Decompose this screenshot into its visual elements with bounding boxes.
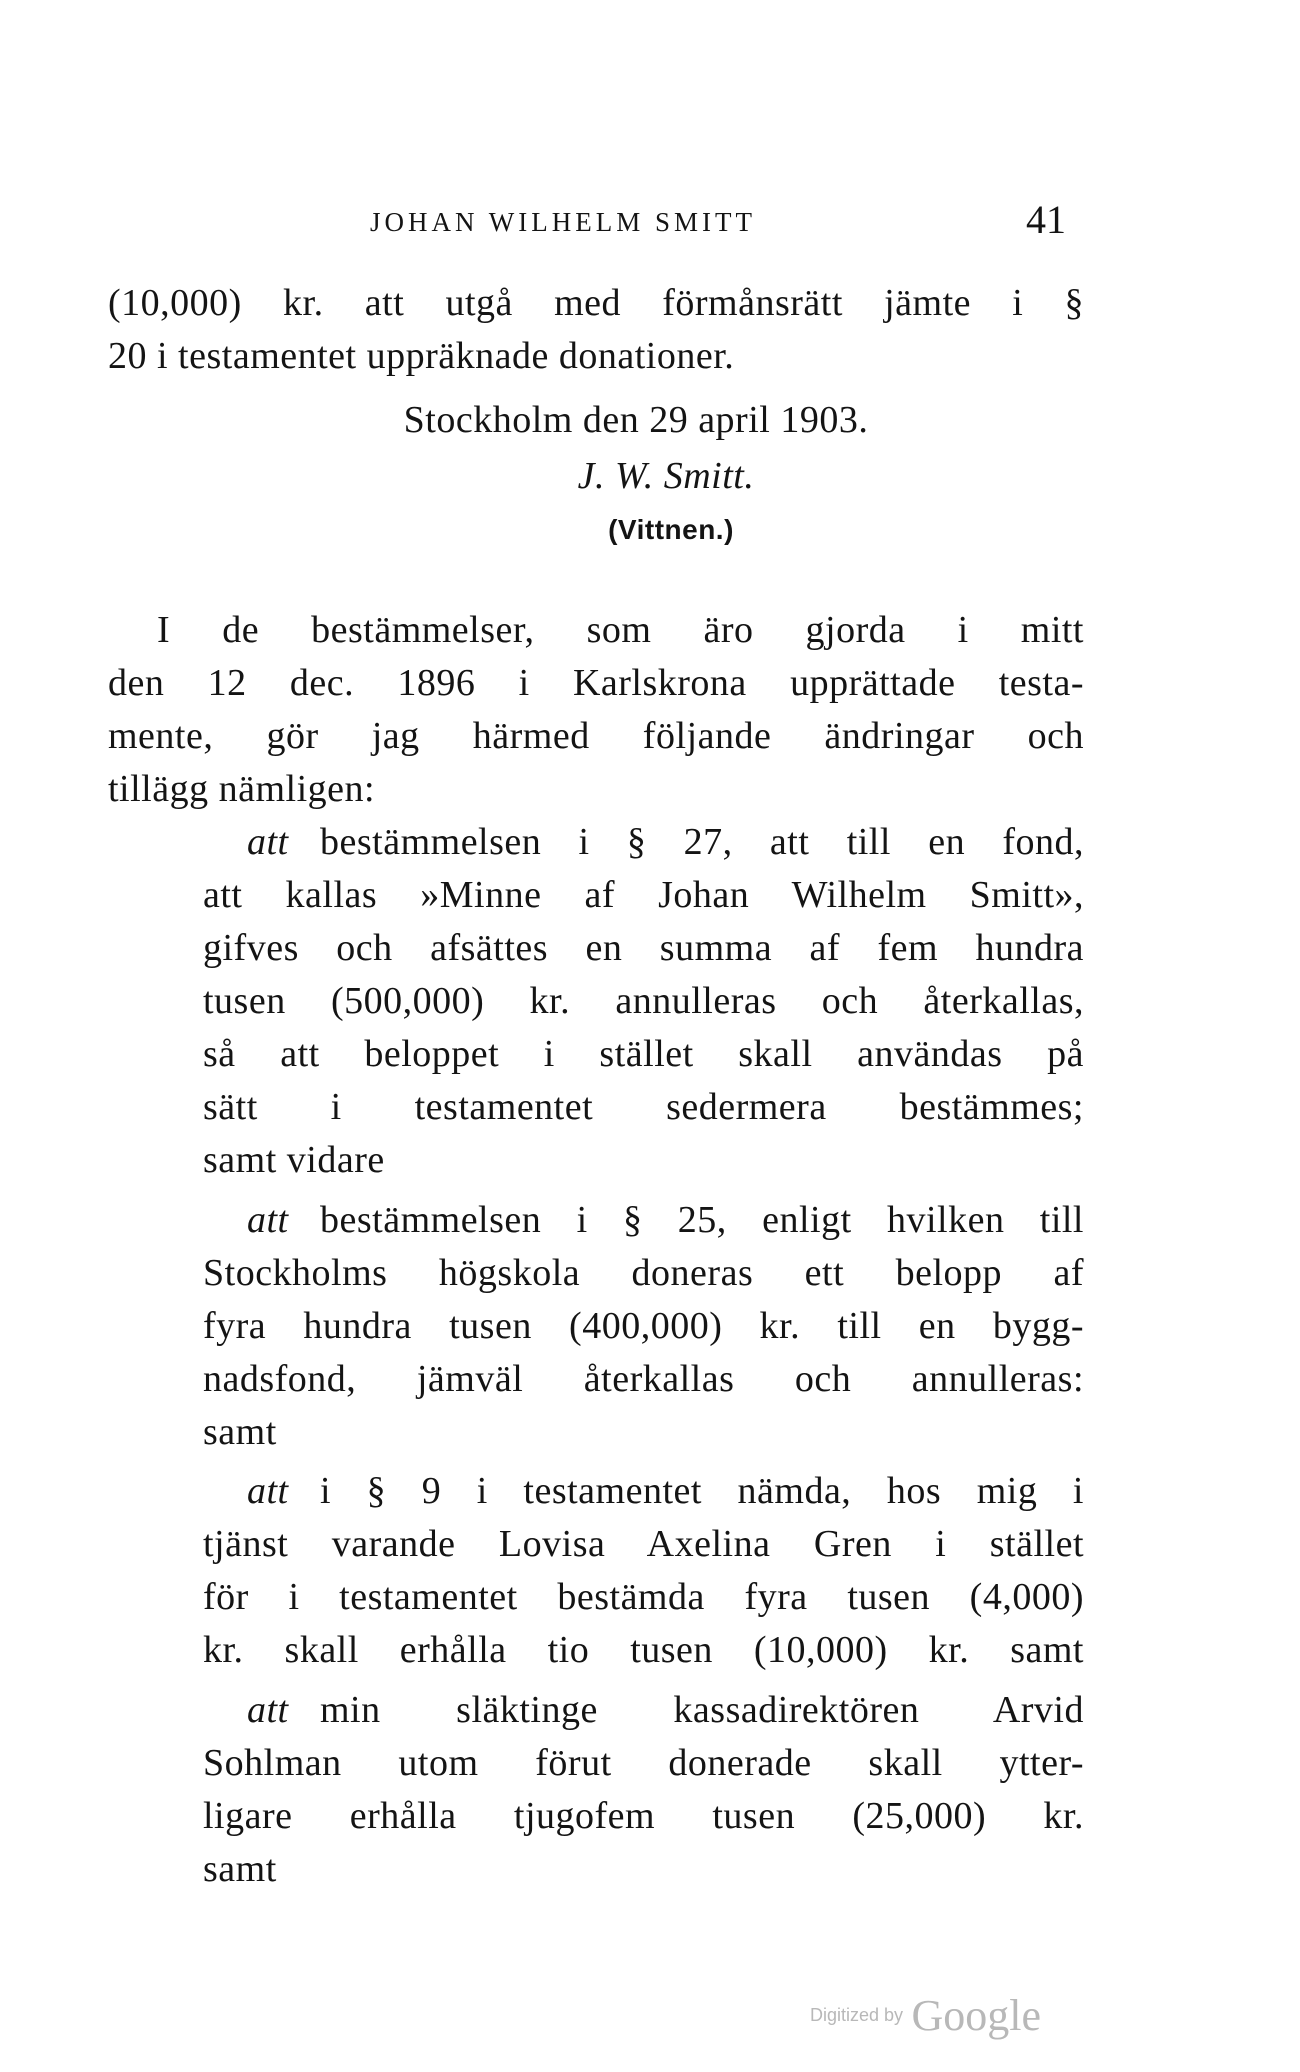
text-line: bestämmelsen i § 27, att till en fond, [320, 821, 1084, 863]
text-line: tillägg nämligen: [108, 768, 376, 810]
text-line: sätt i testamentet sedermera bestämmes; [203, 1086, 1084, 1128]
text-line: ligare erhålla tjugofem tusen (25,000) kr. [203, 1795, 1084, 1837]
text-line: samt [203, 1411, 277, 1453]
text-line: tjänst varande Lovisa Axelina Gren i stället [203, 1523, 1084, 1565]
text-line: för i testamentet bestämda fyra tusen (4,000) [203, 1576, 1084, 1618]
text-line: min släktinge kassadirektören Arvid [320, 1689, 1084, 1731]
clause-lead: att [247, 1470, 289, 1512]
digitized-watermark [810, 1990, 1041, 2041]
text-line: fyra hundra tusen (400,000) kr. till en bygg- [203, 1305, 1084, 1347]
running-title: JOHAN WILHELM SMITT [370, 207, 756, 237]
clause-lead: att [247, 1199, 289, 1241]
witnesses-note: (Vittnen.) [608, 514, 734, 545]
text-line: Stockholms högskola doneras ett belopp af [203, 1252, 1084, 1294]
place-date: Stockholm den 29 april 1903. [403, 399, 869, 441]
text-line: kr. skall erhålla tio tusen (10,000) kr. samt [203, 1629, 1084, 1671]
text-line: i § 9 i testamentet nämda, hos mig i [320, 1470, 1084, 1512]
text-line: (10,000) kr. att utgå med förmånsrätt jämte i § [108, 282, 1084, 324]
clause-lead: att [247, 821, 289, 863]
text-line: den 12 dec. 1896 i Karlskrona upprättade testa- [108, 662, 1084, 704]
text-line: bestämmelsen i § 25, enligt hvilken till [320, 1199, 1084, 1241]
watermark-prefix: Digitized by [810, 2005, 904, 2025]
page-number: 41 [1026, 197, 1066, 242]
text-line: gifves och afsättes en summa af fem hundra [203, 927, 1084, 969]
text-line: att kallas »Minne af Johan Wilhelm Smitt», [203, 874, 1084, 916]
text-line: nadsfond, jämväl återkallas och annulleras: [203, 1358, 1084, 1400]
text-line: mente, gör jag härmed följande ändringar och [108, 715, 1084, 757]
text-line: samt vidare [203, 1139, 385, 1181]
text-line: Sohlman utom förut donerade skall ytter- [203, 1742, 1084, 1784]
signature-name: J. W. Smitt. [577, 455, 755, 497]
text-line: tusen (500,000) kr. annulleras och återkallas, [203, 980, 1084, 1022]
clause-lead: att [247, 1689, 289, 1731]
text-line: I de bestämmelser, som äro gjorda i mitt [157, 609, 1084, 651]
text-line: samt [203, 1848, 277, 1890]
text-line: så att beloppet i stället skall användas på [203, 1033, 1084, 1075]
text-line: 20 i testamentet uppräknade donationer. [108, 335, 735, 377]
google-logo: Google [911, 1991, 1042, 2040]
